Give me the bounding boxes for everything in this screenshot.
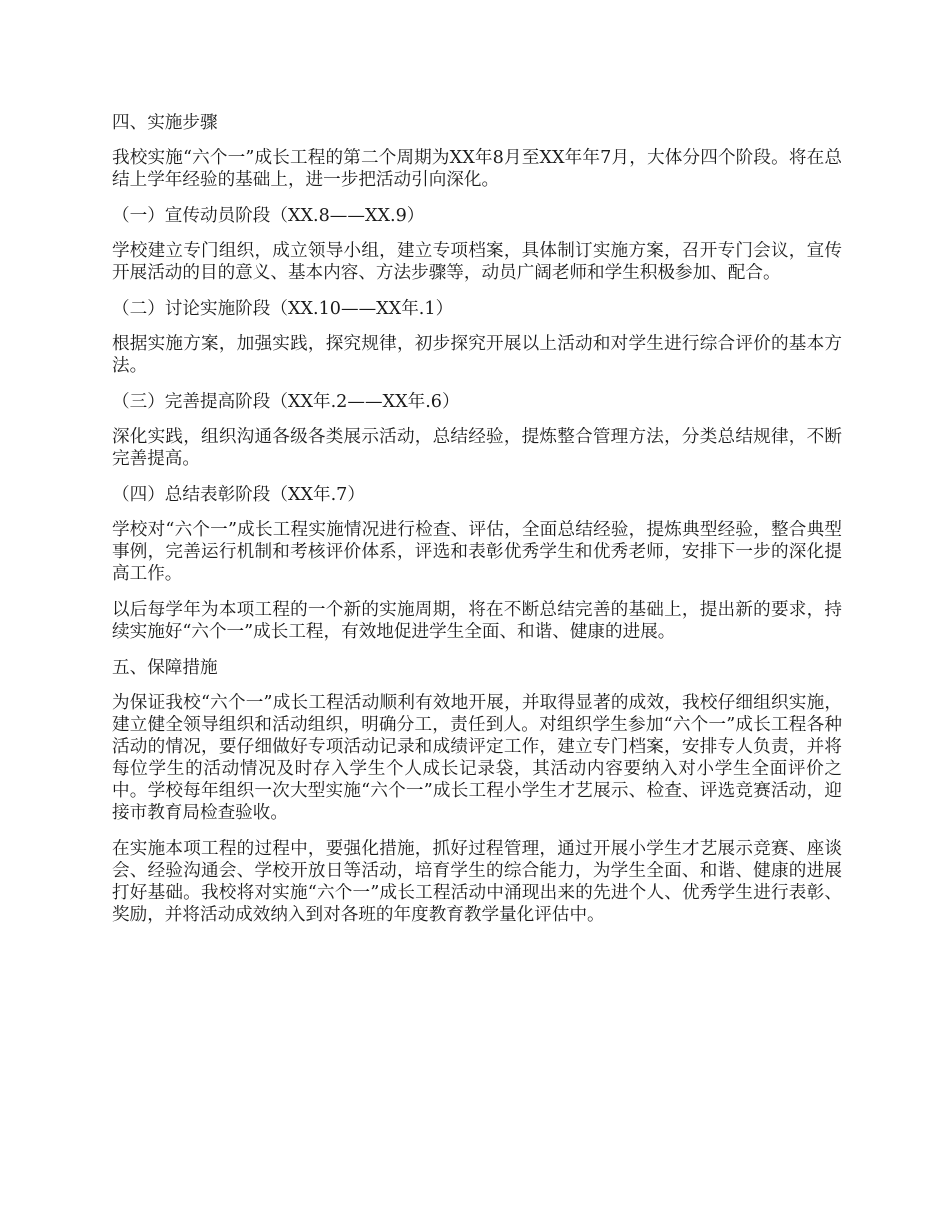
- paragraph-stage-4: 学校对“六个一”成长工程实施情况进行检查、评估，全面总结经验，提炼典型经验，整合典型事例，完善运行机制和考核评价体系，评选和表彰优秀学生和优秀老师，安排下一步的深化提高工作。: [112, 520, 842, 584]
- paragraph-stage-3: 深化实践，组织沟通各级各类展示活动，总结经验，提炼整合管理方法，分类总结规律，不断完善提高。: [112, 427, 842, 469]
- paragraph-cycle-overview: 我校实施“六个一”成长工程的第二个周期为XX年8月至XX年年7月，大体分四个阶段。将在总结上学年经验的基础上，进一步把活动引向深化。: [112, 148, 842, 190]
- stage-heading-3: （三）完善提高阶段（XX年.2——XX年.6）: [112, 392, 460, 412]
- stage-heading-4: （四）总结表彰阶段（XX年.7）: [112, 485, 365, 505]
- paragraph-safeguards-process: 在实施本项工程的过程中，要强化措施，抓好过程管理，通过开展小学生才艺展示竞赛、座谈会、经验沟通会、学校开放日等活动，培育学生的综合能力，为学生全面、和谐、健康的进展打好基础。我校将对实施“六个一”成长工程活动中涌现出来的先进个人、优秀学生进行表彰、奖励，并将活动成效纳入到对各班的年度教育教学量化评估中。: [112, 839, 842, 925]
- paragraph-stage-1: 学校建立专门组织，成立领导小组，建立专项档案，具体制订实施方案，召开专门会议，宣传开展活动的目的意义、基本内容、方法步骤等，动员广阔老师和学生积极参加、配合。: [112, 241, 842, 283]
- document-body: [112, 112, 842, 940]
- section-heading-safeguards: 五、保障措施: [112, 658, 218, 678]
- paragraph-stage-2: 根据实施方案，加强实践，探究规律，初步探究开展以上活动和对学生进行综合评价的基本方法。: [112, 334, 842, 376]
- paragraph-safeguards-organization: 为保证我校“六个一”成长工程活动顺利有效地开展，并取得显著的成效，我校仔细组织实施，建立健全领导组织和活动组织，明确分工，责任到人。对组织学生参加“六个一”成长工程各种活动的情况，要仔细做好专项活动记录和成绩评定工作，建立专门档案，安排专人负责，并将每位学生的活动情况及时存入学生个人成长记录袋，其活动内容要纳入对小学生全面评价之中。学校每年组织一次大型实施“六个一”成长工程小学生才艺展示、检查、评选竞赛活动，迎接市教育局检查验收。: [112, 693, 842, 823]
- paragraph-future-cycles: 以后每学年为本项工程的一个新的实施周期，将在不断总结完善的基础上，提出新的要求，持续实施好“六个一”成长工程，有效地促进学生全面、和谐、健康的进展。: [112, 600, 842, 642]
- stage-heading-1: （一）宣传动员阶段（XX.8——XX.9）: [112, 206, 425, 226]
- stage-heading-2: （二）讨论实施阶段（XX.10——XX年.1）: [112, 299, 454, 319]
- section-heading-implementation-steps: 四、实施步骤: [112, 113, 218, 133]
